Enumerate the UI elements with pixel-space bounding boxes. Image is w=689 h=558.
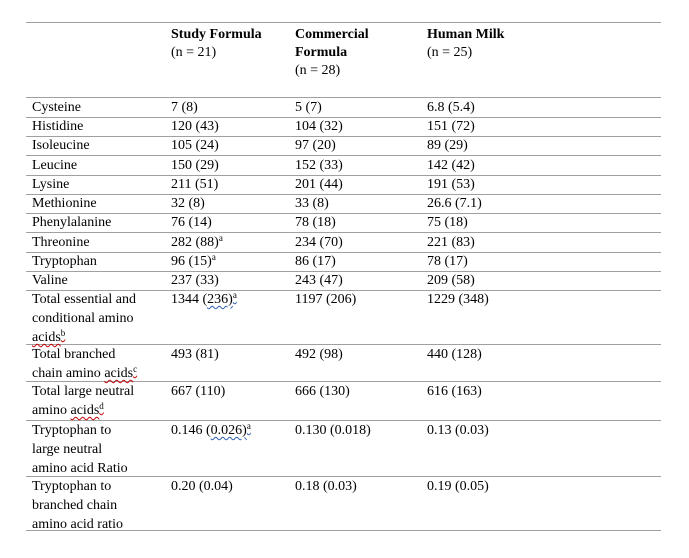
footnote-marker: a (246, 421, 251, 431)
footnote-marker: c (133, 364, 138, 374)
footnote-marker: a (211, 252, 216, 262)
footnote-marker: b (60, 328, 66, 338)
footnote-marker: d (99, 401, 104, 411)
header-commercial-formula: Commercial Formula (n = 28) (295, 27, 369, 78)
footnote-marker: a (232, 290, 237, 300)
header-study-formula: Study Formula (n = 21) (171, 27, 262, 60)
footnote-marker: a (218, 233, 223, 243)
table-rule (26, 22, 661, 23)
header-human-milk: Human Milk (n = 25) (427, 27, 505, 60)
